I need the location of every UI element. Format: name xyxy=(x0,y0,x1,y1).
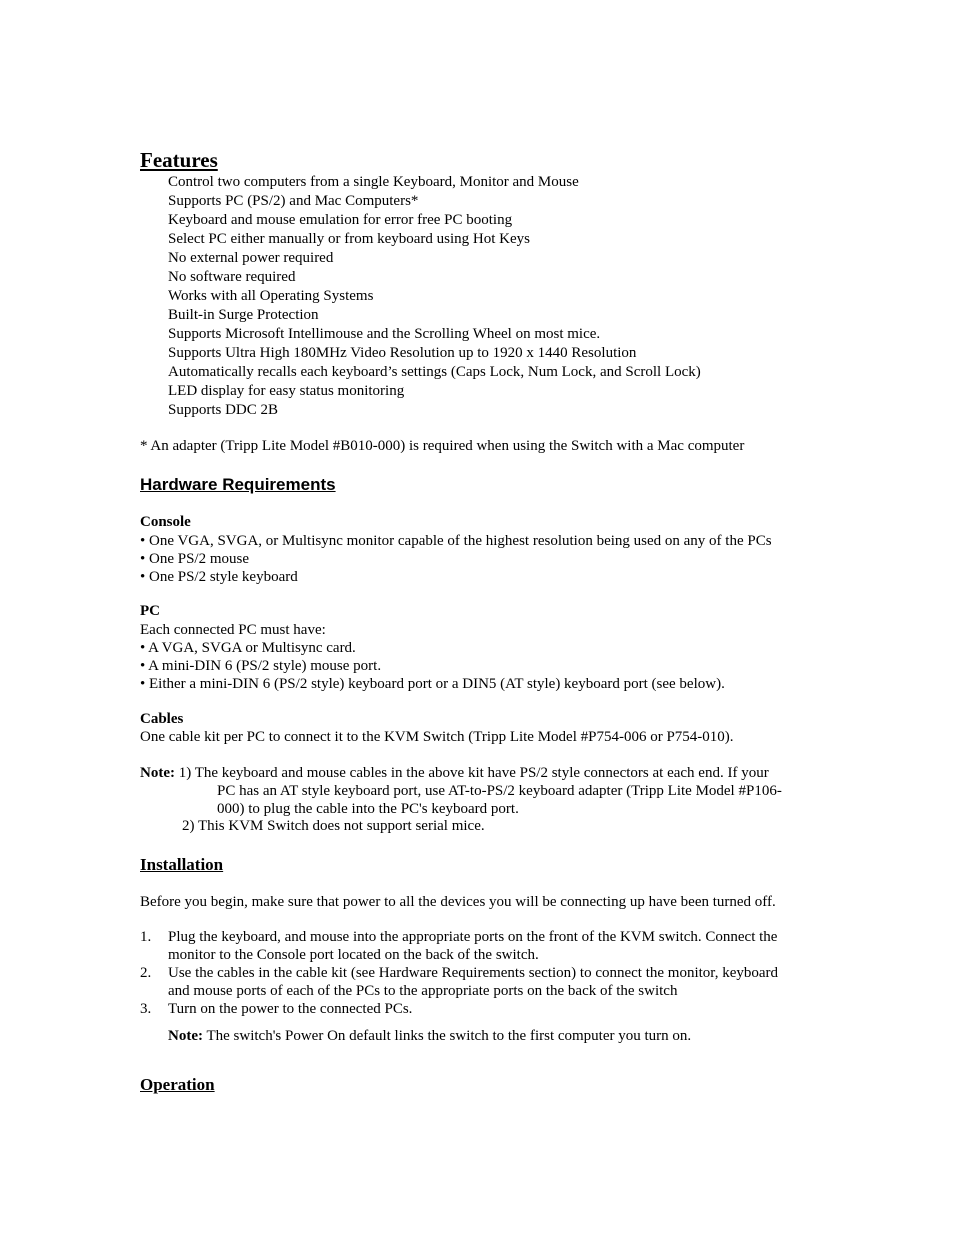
list-item: Supports DDC 2B xyxy=(168,402,279,418)
list-item: • Either a mini-DIN 6 (PS/2 style) keyboard port or a DIN5 (AT style) keyboard port (see below). xyxy=(140,676,725,692)
hardware-note-line-4: 2) This KVM Switch does not support serial mice. xyxy=(182,818,485,834)
operation-heading: Operation xyxy=(140,1075,215,1094)
hardware-requirements-heading: Hardware Requirements xyxy=(140,475,336,494)
installation-steps xyxy=(140,929,840,1019)
step-text: Use the cables in the cable kit (see Hardware Requirements section) to connect the monitor, keyboard xyxy=(168,965,779,981)
step-number: 3. xyxy=(140,1001,152,1017)
installation-heading: Installation xyxy=(140,855,224,874)
features-list xyxy=(168,173,701,420)
list-item: Automatically recalls each keyboard’s settings (Caps Lock, Num Lock, and Scroll Lock) xyxy=(168,364,701,380)
list-item: Control two computers from a single Keyboard, Monitor and Mouse xyxy=(168,174,579,190)
hardware-note-line-2: PC has an AT style keyboard port, use AT-to-PS/2 keyboard adapter (Tripp Lite Model #P106- xyxy=(217,783,782,799)
cables-text: One cable kit per PC to connect it to the KVM Switch (Tripp Lite Model #P754-006 or P754-010). xyxy=(140,729,734,745)
step-text: monitor to the Console port located on the back of the switch. xyxy=(168,947,539,963)
pc-requirements xyxy=(140,621,725,693)
features-heading: Features xyxy=(140,148,218,172)
step-number: 1. xyxy=(140,929,152,945)
list-item: • One PS/2 mouse xyxy=(140,551,250,567)
list-item: • One VGA, SVGA, or Multisync monitor capable of the highest resolution being used on any of the PCs xyxy=(140,533,772,549)
pc-intro: Each connected PC must have: xyxy=(140,622,326,638)
list-item: • One PS/2 style keyboard xyxy=(140,569,298,585)
installation-intro: Before you begin, make sure that power to all the devices you will be connecting up have been turned off. xyxy=(140,894,776,910)
step-text: and mouse ports of each of the PCs to the appropriate ports on the back of the switch xyxy=(168,983,678,999)
step-number: 2. xyxy=(140,965,152,981)
list-item: Supports PC (PS/2) and Mac Computers* xyxy=(168,193,419,209)
installation-note: Note: The switch's Power On default links the switch to the first computer you turn on. xyxy=(168,1028,692,1044)
list-item: Built-in Surge Protection xyxy=(168,307,319,323)
list-item: • A VGA, SVGA or Multisync card. xyxy=(140,640,356,656)
list-item: Supports Ultra High 180MHz Video Resolution up to 1920 x 1440 Resolution xyxy=(168,345,637,361)
list-item: Supports Microsoft Intellimouse and the Scrolling Wheel on most mice. xyxy=(168,326,601,342)
features-footnote: * An adapter (Tripp Lite Model #B010-000) is required when using the Switch with a Mac computer xyxy=(140,438,745,454)
step-text: Plug the keyboard, and mouse into the appropriate ports on the front of the KVM switch. Connect the xyxy=(168,929,778,945)
cables-subheading: Cables xyxy=(140,711,184,727)
list-item: LED display for easy status monitoring xyxy=(168,383,405,399)
list-item: Keyboard and mouse emulation for error free PC booting xyxy=(168,212,513,228)
list-item: • A mini-DIN 6 (PS/2 style) mouse port. xyxy=(140,658,382,674)
console-subheading: Console xyxy=(140,514,191,530)
list-item: Works with all Operating Systems xyxy=(168,288,374,304)
step-text: Turn on the power to the connected PCs. xyxy=(168,1001,413,1017)
list-item: Select PC either manually or from keyboard using Hot Keys xyxy=(168,231,531,247)
console-requirements xyxy=(140,532,772,586)
hardware-note-line-1: Note: 1) The keyboard and mouse cables in the above kit have PS/2 style connectors at each end. If your xyxy=(140,765,769,781)
note-label: Note: xyxy=(168,1028,203,1044)
list-item: No external power required xyxy=(168,250,334,266)
list-item: No software required xyxy=(168,269,296,285)
pc-subheading: PC xyxy=(140,603,160,619)
note-label: Note: xyxy=(140,765,175,781)
hardware-note-line-3: 000) to plug the cable into the PC's keyboard port. xyxy=(217,801,519,817)
